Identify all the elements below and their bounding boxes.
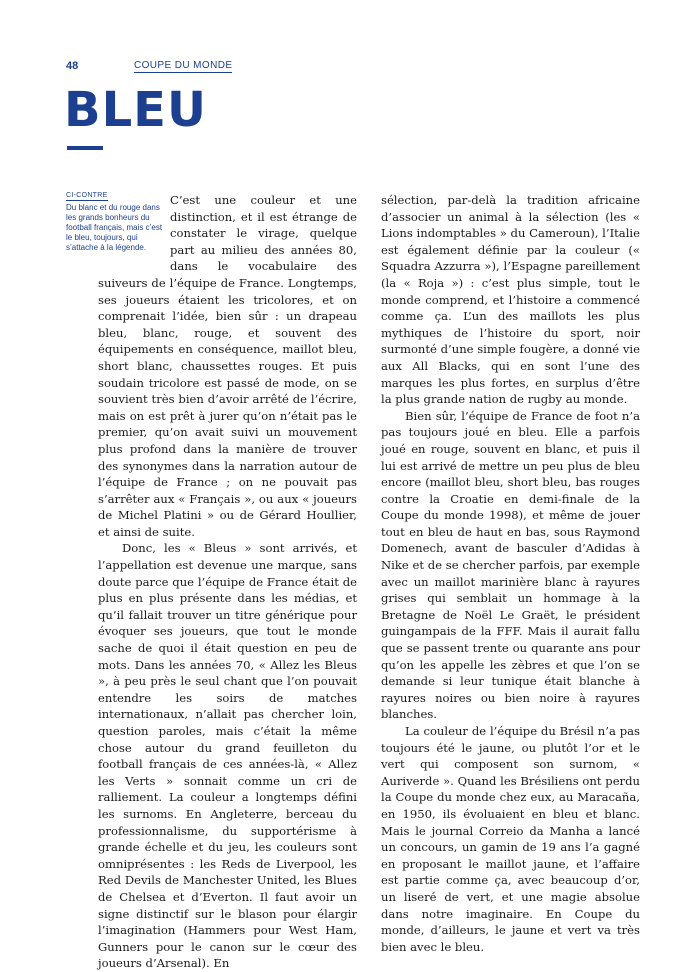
photo-caption: Du blanc et du rouge dans les grands bonheurs du football français, mais c’est le bleu, toujours, qui s’attache à la légende. [66, 203, 163, 252]
body-column-left [98, 192, 357, 972]
body-paragraph: sélection, par-delà la tradition africaine d’associer un animal à la sélection (les « Lions indomptables » du Cameroun), l’Italie est également définie par la couleur (« Squadra Azzurra »), l’Espagne pareillement (la « Roja ») : c’est plus simple, tout le monde comprend, et l’histoire a commencé comme ça. L’un des maillots les plus mythiques de l’histoire du sport, noir surmonté d’une simple fougère, a donné vie aux All Blacks, qui en sont l’une des marques les plus fortes, en surplus d’être la plus grande nation de rugby au monde. [381, 193, 640, 407]
caption-label: CI-CONTRE [66, 192, 108, 199]
chapter-title: BLEU [64, 82, 207, 138]
body-paragraph: Donc, les « Bleus » sont arrivés, et l’appellation est devenue une marque, sans doute parce que l’équipe de France était de plus en plus présente dans les médias, et qu’il fallait trouver un titre générique pour évoquer ses joueurs, que tout le monde sache de quoi il était question en peu de mots. Dans les années 70, « Allez les Bleus », à peu près le seul chant que l’on pouvait entendre les soirs de matches internationaux, n’allait pas chercher loin, question paroles, mais c’était la même chose autour du grand feuilleton du football français de ces années-là, « Allez les Verts » sonnait comme un cri de ralliement. La couleur a longtemps défini les surnoms. En Angleterre, berceau du professionnalisme, du supportérisme à grande échelle et du jeu, les couleurs sont omniprésentes : les Reds de Liverpool, les Red Devils de Manchester United, les Blues de Chelsea et d’Everton. Il faut avoir un signe distinctif sur le blason pour élargir l’imagination (Hammers pour West Ham, Gunners pour le canon sur le cœur des joueurs d’Arsenal). En [98, 541, 357, 971]
body-paragraph: Bien sûr, l’équipe de France de foot n’a pas toujours joué en bleu. Elle a parfois joué en rouge, souvent en blanc, et puis il lui est arrivé de mettre un peu plus de bleu encore (maillot bleu, short bleu, bas rouges contre la Croatie en demi-finale de la Coupe du monde 1998), et même de jouer tout en bleu de haut en bas, sous Raymond Domenech, avant de basculer d’Adidas à Nike et de se chercher parfois, par exemple avec un maillot marinière blanc à rayures grises qui semblait un hommage à la Bretagne de Noël Le Graët, le président guingampais de la FFF. Mais il aurait fallu que se passent trente ou quarante ans pour qu’on les appelle les zèbres et que l’on se demande si leur tunique était blanche à rayures noires ou bien noire à rayures blanches. [381, 408, 640, 722]
body-column-right [381, 192, 640, 955]
title-rule [67, 146, 103, 150]
page-number: 48 [66, 60, 79, 72]
running-head: COUPE DU MONDE [134, 60, 233, 71]
body-paragraph: La couleur de l’équipe du Brésil n’a pas toujours été le jaune, ou plutôt l’or et le vert qui composent son surnom, « Auriverde ». Quand les Brésiliens ont perdu la Coupe du monde chez eux, au Maracaña, en 1950, ils évoluaient en bleu et blanc. Mais le journal Correio da Manha a lancé un concours, un gamin de 19 ans l’a gagné en proposant le maillot jaune, et l’affaire est partie comme ça, avec beaucoup d’or, un liseré de vert, et une magie absolue dans notre imaginaire. En Coupe du monde, d’ailleurs, le jaune et vert va très bien avec le bleu. [381, 724, 640, 954]
body-paragraph: C’est une couleur et une distinction, et il est étrange de constater le virage, quelque part au milieu des années 80, dans le vocabulaire des suiveurs de l’équipe de France. Longtemps, ses joueurs étaient les tricolores, et on comprenait l’idée, bien sûr : un drapeau bleu, blanc, rouge, et souvent des équipements en conséquence, maillot bleu, short blanc, chaussettes rouges. Et puis soudain tricolore est passé de mode, on se souvient très bien d’avoir arrêté de l’écrire, mais on est prêt à jurer qu’on n’était pas le premier, qu’on avait suivi un mouvement plus profond dans la manière de trouver des synonymes dans la narration autour de l’équipe de France ; on ne pouvait pas s’arrêter aux « Français », ou aux « joueurs de Michel Platini » ou de Gérard Houllier, et ainsi de suite. [98, 193, 357, 539]
caption-spacer [98, 192, 170, 274]
